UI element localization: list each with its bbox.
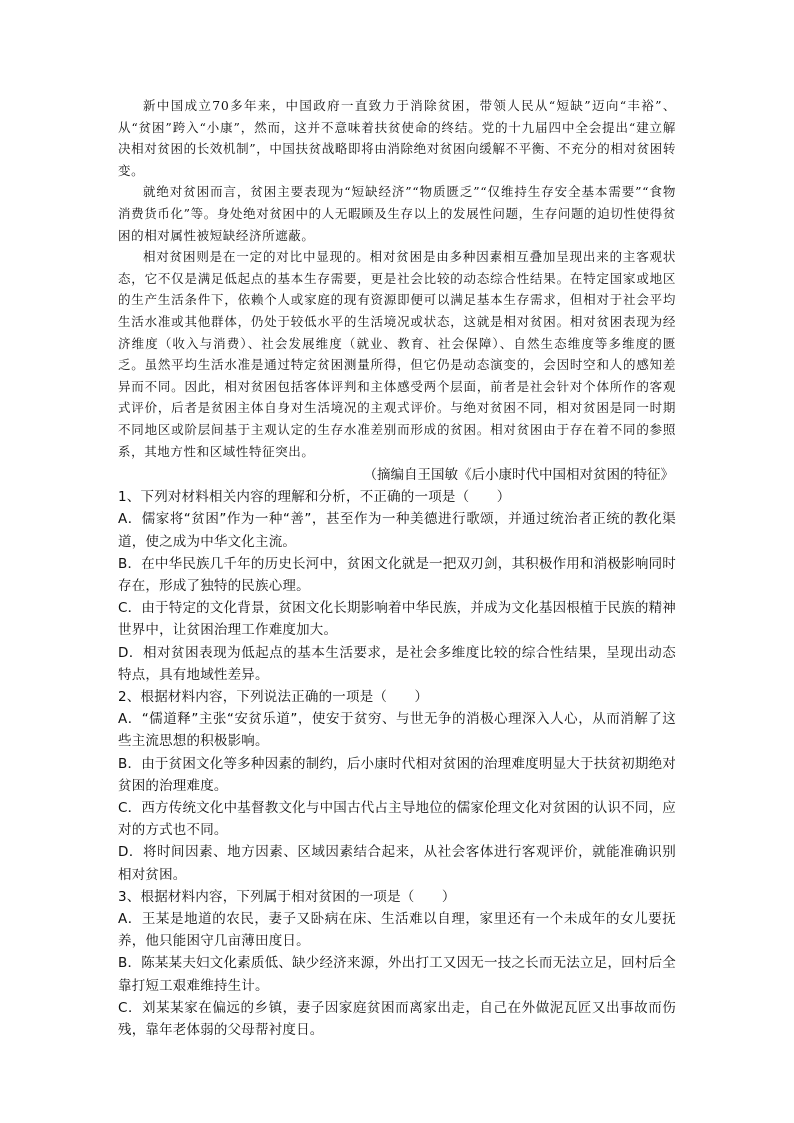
question-3	[118, 886, 676, 1041]
option-a: A．“儒道释”主张“安贫乐道”，使安于贫穷、与世无争的消极心理深入人心，从而消解了这些主流思想的积极影响。	[118, 711, 676, 750]
option-b: B．在中华民族几千年的历史长河中，贫困文化就是一把双刃剑，其积极作用和消极影响同时存在，形成了独特的民族心理。	[118, 555, 676, 594]
article-paragraph-1: 新中国成立70多年来，中国政府一直致力于消除贫困，带领人民从“短缺”迈向“丰裕”、从“贫困”跨入“小康”，然而，这并不意味着扶贫使命的终结。党的十九届四中全会提出“建立解决相对贫困的长效机制”，中国扶贫战略即将由消除绝对贫困向缓解不平衡、不充分的相对贫困转变。	[118, 98, 676, 178]
question-stem: 1、下列对材料相关内容的理解和分析，不正确的一项是（ ）	[118, 489, 511, 506]
article-paragraph-2: 就绝对贫困而言，贫困主要表现为“短缺经济”“物质匮乏”“仅维持生存安全基本需要”“食物消费货币化”等。身处绝对贫困中的人无暇顾及生存以上的发展性问题，生存问题的迫切性使得贫困的相对属性被短缺经济所遮蔽。	[118, 184, 676, 243]
article-body	[118, 95, 676, 462]
question-2	[118, 686, 676, 886]
option-c: C．西方传统文化中基督教文化与中国古代占主导地位的儒家伦理文化对贫困的认识不同，应对的方式也不同。	[118, 799, 676, 839]
option-c: C．刘某某家在偏远的乡镇，妻子因家庭贫困而离家出走，自己在外做泥瓦匠又出事故而伤残，靠年老体弱的父母帮衬度日。	[118, 999, 676, 1038]
question-list	[118, 486, 676, 1041]
question-1	[118, 486, 676, 686]
question-stem: 3、根据材料内容，下列属于相对贫困的一项是（ ）	[118, 888, 456, 905]
option-a: A．王某是地道的农民，妻子又卧病在床、生活难以自理，家里还有一个未成年的女儿要抚养，他只能困守几亩薄田度日。	[118, 910, 676, 950]
option-a: A．儒家将“贫困”作为一种“善”，甚至作为一种美德进行歌颂，并通过统治者正统的教化渠道，使之成为中华文化主流。	[118, 511, 676, 550]
option-d: D．将时间因素、地方因素、区域因素结合起来，从社会客体进行客观评价，就能准确识别相对贫困。	[118, 844, 676, 883]
option-b: B．由于贫困文化等多种因素的制约，后小康时代相对贫困的治理难度明显大于扶贫初期绝对贫困的治理难度。	[118, 755, 676, 794]
article-paragraph-3: 相对贫困则是在一定的对比中显现的。相对贫困是由多种因素相互叠加呈现出来的主客观状态，它不仅是满足低起点的基本生存需要，更是社会比较的动态综合性结果。在特定国家或地区的生产生活条件下，依赖个人或家庭的现有资源即便可以满足基本生存需求，但相对于社会平均生活水准或其他群体，仍处于较低水平的生活境况或状态，这就是相对贫困。相对贫困表现为经济维度（收入与消费）、社会发展维度（就业、教育、社会保障）、自然生态维度等多维度的匮乏。虽然平均生活水准是通过特定贫困测量所得，但它仍是动态演变的，会因时空和人的感知差异而不同。因此，相对贫困包括客体评判和主体感受两个层面，前者是社会针对个体所作的客观式评价，后者是贫困主体自身对生活境况的主观式评价。与绝对贫困不同，相对贫困是同一时期不同地区或阶层间基于主观认定的生存水准差别而形成的贫困。相对贫困由于存在着不同的参照系，其地方性和区域性特征突出。	[118, 249, 676, 459]
option-b: B．陈某某夫妇文化素质低、缺少经济来源，外出打工又因无一技之长而无法立足，回村后全靠打短工艰难维持生计。	[118, 955, 676, 994]
article-source: （摘编自王国敏《后小康时代中国相对贫困的特征》	[363, 467, 674, 484]
option-d: D．相对贫困表现为低起点的基本生活要求，是社会多维度比较的综合性结果，呈现出动态特点，具有地域性差异。	[118, 644, 676, 683]
option-c: C．由于特定的文化背景，贫困文化长期影响着中华民族，并成为文化基因根植于民族的精神世界中，让贫困治理工作难度加大。	[118, 600, 676, 639]
question-stem: 2、根据材料内容，下列说法正确的一项是（ ）	[118, 688, 429, 705]
